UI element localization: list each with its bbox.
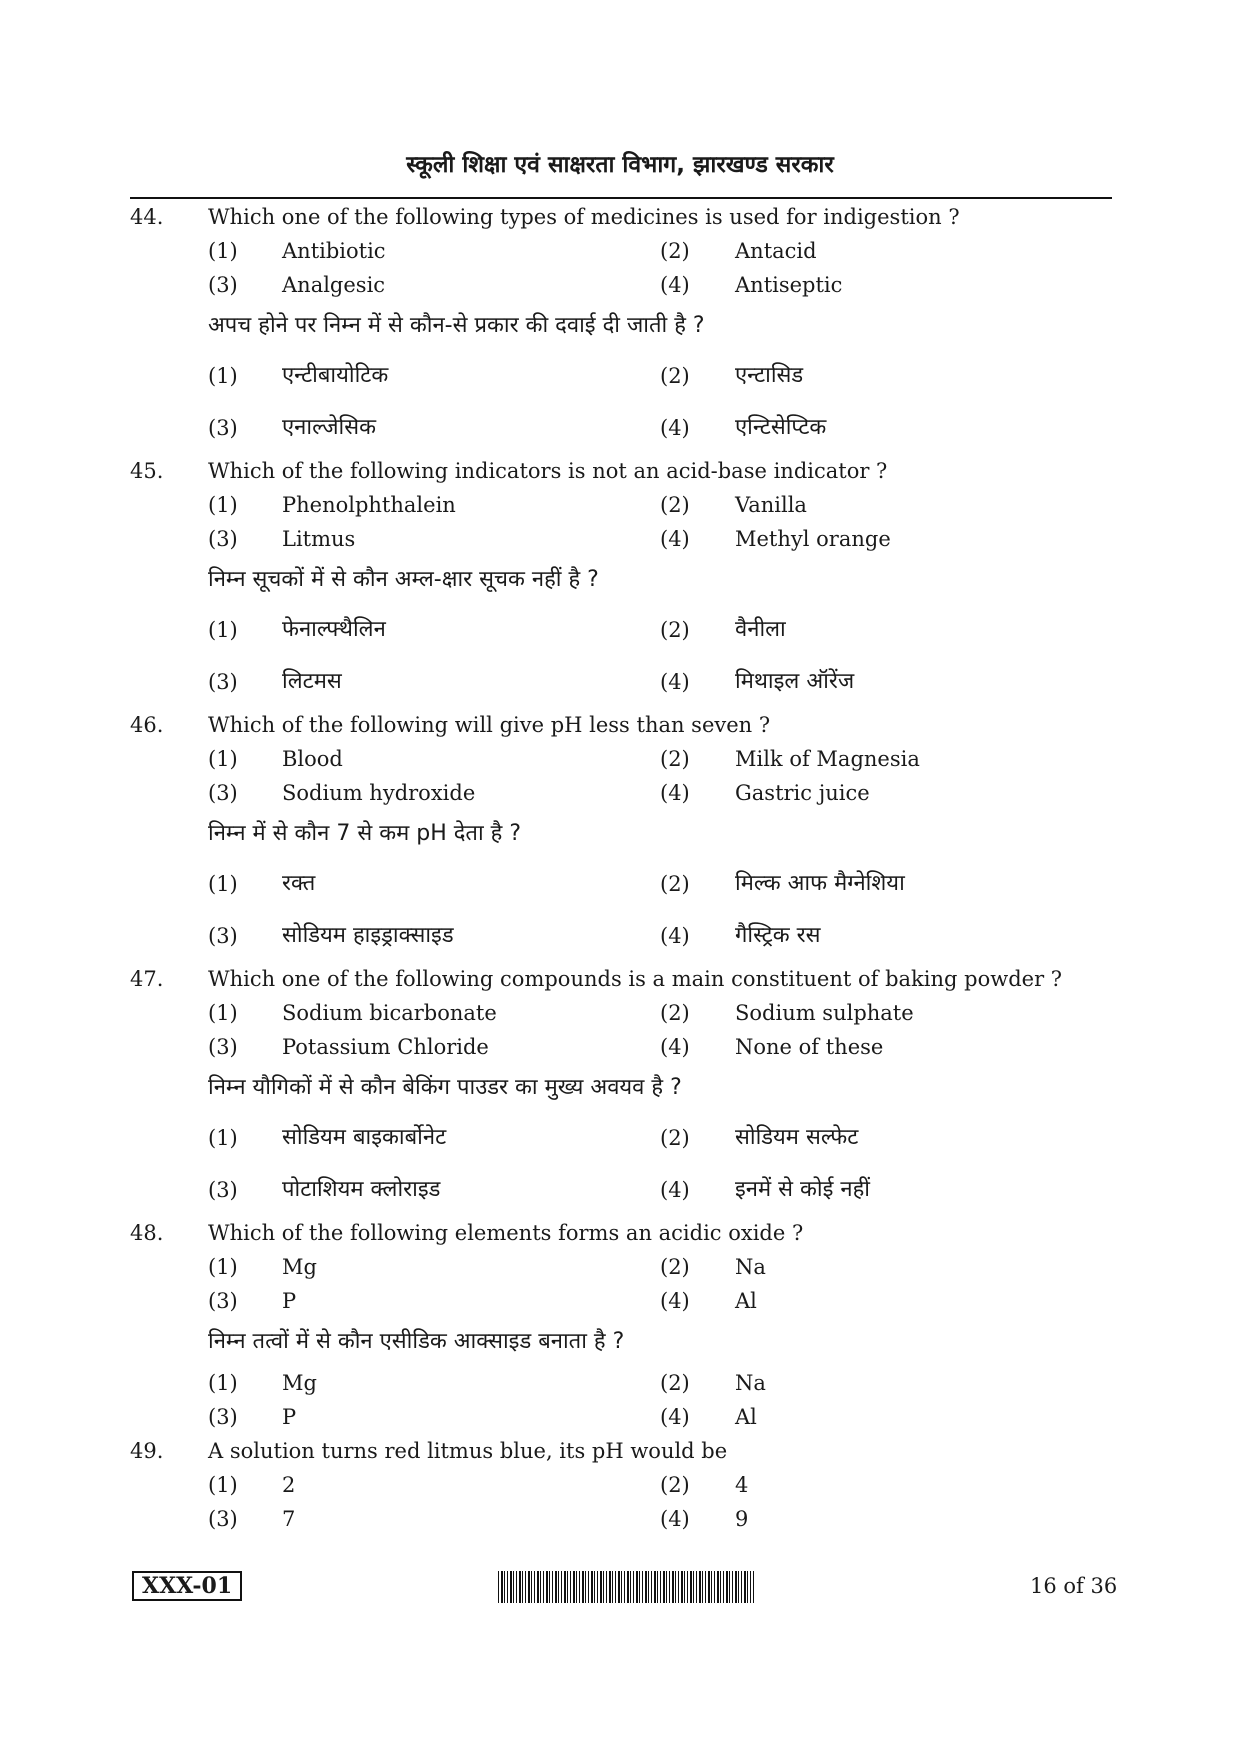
option-number: (4) <box>660 670 690 694</box>
barcode <box>498 1571 754 1603</box>
page-header: स्कूली शिक्षा एवं साक्षरता विभाग, झारखण्ड सरकार <box>406 152 834 178</box>
header-rule <box>130 197 1112 199</box>
option-number: (1) <box>208 364 238 388</box>
option-text-hindi: मिल्क आफ मैग्नेशिया <box>735 871 905 896</box>
questions-container <box>130 200 1120 1536</box>
option-number: (3) <box>208 1289 238 1313</box>
question-number: 47. <box>130 967 164 991</box>
question-text-hindi: अपच होने पर निम्न में से कौन-से प्रकार की दवाई दी जाती है ? <box>208 313 705 338</box>
option-number: (4) <box>660 781 690 805</box>
option-number: (4) <box>660 924 690 948</box>
option-text: Sodium bicarbonate <box>282 1001 497 1025</box>
option-text: Gastric juice <box>735 781 870 805</box>
option-number: (4) <box>660 1035 690 1059</box>
option-text: Antacid <box>735 239 817 263</box>
option-text-hindi: Mg <box>282 1371 317 1395</box>
option-number: (1) <box>208 747 238 771</box>
option-text-hindi: सोडियम बाइकार्बोनेट <box>282 1125 447 1150</box>
option-number: (3) <box>208 781 238 805</box>
option-number: (4) <box>660 1289 690 1313</box>
option-text: Analgesic <box>282 273 386 297</box>
option-number: (1) <box>208 239 238 263</box>
option-number: (2) <box>660 618 690 642</box>
option-text: P <box>282 1289 297 1313</box>
option-text: Litmus <box>282 527 356 551</box>
option-text: Methyl orange <box>735 527 891 551</box>
option-text: Phenolphthalein <box>282 493 456 517</box>
question-text: Which one of the following compounds is a main constituent of baking powder ? <box>208 967 1063 991</box>
question-block <box>130 962 1120 1216</box>
option-number: (4) <box>660 527 690 551</box>
question-block <box>130 200 1120 454</box>
option-text-hindi: एनाल्जेसिक <box>282 415 376 440</box>
question-text-hindi: निम्न में से कौन 7 से कम pH देता है ? <box>208 821 522 846</box>
option-number: (1) <box>208 493 238 517</box>
option-text: Mg <box>282 1255 317 1279</box>
option-text-hindi: एन्टिसेप्टिक <box>735 415 827 440</box>
option-text-hindi: रक्त <box>282 871 316 896</box>
option-text: Blood <box>282 747 343 771</box>
option-number: (1) <box>208 1371 238 1395</box>
option-text-hindi: एन्टासिड <box>735 363 804 388</box>
option-text: None of these <box>735 1035 884 1059</box>
option-text: Potassium Chloride <box>282 1035 489 1059</box>
option-text: Na <box>735 1255 766 1279</box>
option-text: 7 <box>282 1507 296 1531</box>
option-number: (2) <box>660 493 690 517</box>
option-number: (2) <box>660 364 690 388</box>
option-text: Sodium hydroxide <box>282 781 476 805</box>
option-text: Sodium sulphate <box>735 1001 914 1025</box>
question-number: 46. <box>130 713 164 737</box>
question-text: Which of the following elements forms an acidic oxide ? <box>208 1221 804 1245</box>
option-number: (2) <box>660 872 690 896</box>
option-number: (2) <box>660 239 690 263</box>
question-text-hindi: निम्न सूचकों में से कौन अम्ल-क्षार सूचक नहीं है ? <box>208 567 599 592</box>
option-number: (3) <box>208 273 238 297</box>
option-text-hindi: वैनीला <box>735 617 786 642</box>
option-text: 9 <box>735 1507 749 1531</box>
option-number: (4) <box>660 1178 690 1202</box>
option-number: (1) <box>208 1001 238 1025</box>
option-number: (1) <box>208 1126 238 1150</box>
question-text: A solution turns red litmus blue, its pH would be <box>208 1439 728 1463</box>
option-number: (2) <box>660 1255 690 1279</box>
option-text-hindi: मिथाइल ऑरेंज <box>735 669 855 694</box>
question-number: 48. <box>130 1221 164 1245</box>
option-text-hindi: इनमें से कोई नहीं <box>735 1177 871 1202</box>
option-number: (3) <box>208 1178 238 1202</box>
option-text-hindi: गैस्ट्रिक रस <box>735 923 821 948</box>
option-text: Antibiotic <box>282 239 386 263</box>
option-text: 2 <box>282 1473 296 1497</box>
page-number: 16 of 36 <box>1030 1574 1118 1598</box>
option-number: (1) <box>208 618 238 642</box>
question-text: Which one of the following types of medicines is used for indigestion ? <box>208 205 960 229</box>
option-text-hindi: फेनाल्फ्थैलिन <box>282 617 386 642</box>
option-text: Al <box>735 1289 757 1313</box>
option-number: (4) <box>660 1507 690 1531</box>
option-number: (1) <box>208 872 238 896</box>
option-number: (3) <box>208 924 238 948</box>
question-block <box>130 454 1120 708</box>
question-number: 44. <box>130 205 164 229</box>
question-text: Which of the following indicators is not an acid-base indicator ? <box>208 459 888 483</box>
option-number: (3) <box>208 1405 238 1429</box>
question-text-hindi: निम्न यौगिकों में से कौन बेकिंग पाउडर का मुख्य अवयव है ? <box>208 1075 682 1100</box>
option-number: (3) <box>208 1035 238 1059</box>
option-number: (3) <box>208 1507 238 1531</box>
question-block <box>130 1434 1120 1536</box>
option-text-hindi: सोडियम हाइड्राक्साइड <box>282 923 454 948</box>
option-text: Vanilla <box>735 493 807 517</box>
option-text-hindi: P <box>282 1405 297 1429</box>
option-number: (4) <box>660 416 690 440</box>
option-text: Antiseptic <box>735 273 843 297</box>
option-number: (4) <box>660 1405 690 1429</box>
question-text: Which of the following will give pH less than seven ? <box>208 713 771 737</box>
option-text-hindi: Na <box>735 1371 766 1395</box>
option-text: 4 <box>735 1473 749 1497</box>
option-number: (1) <box>208 1255 238 1279</box>
option-number: (3) <box>208 527 238 551</box>
option-number: (4) <box>660 273 690 297</box>
option-text-hindi: Al <box>735 1405 757 1429</box>
option-number: (2) <box>660 1001 690 1025</box>
question-block <box>130 1216 1120 1434</box>
option-number: (2) <box>660 1371 690 1395</box>
question-text-hindi: निम्न तत्वों में से कौन एसीडिक आक्साइड बनाता है ? <box>208 1329 625 1354</box>
question-number: 45. <box>130 459 164 483</box>
question-number: 49. <box>130 1439 164 1463</box>
option-number: (2) <box>660 1473 690 1497</box>
option-text-hindi: सोडियम सल्फेट <box>735 1125 859 1150</box>
option-text: Milk of Magnesia <box>735 747 920 771</box>
option-text-hindi: एन्टीबायोटिक <box>282 363 389 388</box>
option-text-hindi: पोटाशियम क्लोराइड <box>282 1177 441 1202</box>
question-block <box>130 708 1120 962</box>
option-number: (2) <box>660 1126 690 1150</box>
option-number: (3) <box>208 416 238 440</box>
option-number: (1) <box>208 1473 238 1497</box>
option-text-hindi: लिटमस <box>282 669 342 694</box>
option-number: (3) <box>208 670 238 694</box>
paper-code: XXX-01 <box>132 1571 242 1601</box>
option-number: (2) <box>660 747 690 771</box>
